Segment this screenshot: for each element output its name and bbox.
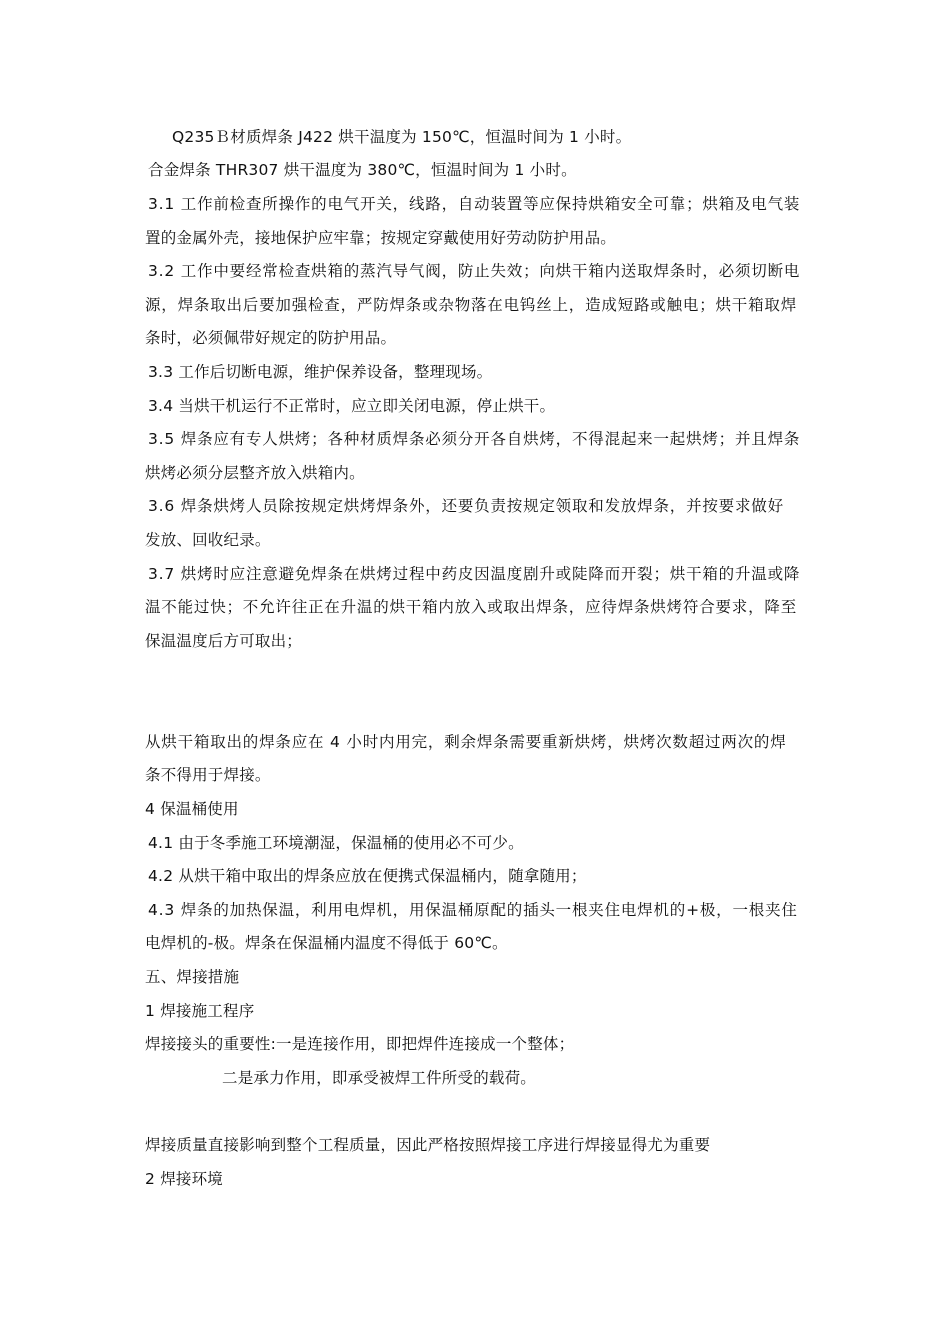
paragraph-line: 3.1 工作前检查所操作的电气开关，线路，自动装置等应保持烘箱安全可靠；烘箱及电气装 [148, 195, 801, 213]
paragraph-line: 3.6 焊条烘烤人员除按规定烘烤焊条外，还要负责按规定领取和发放焊条，并按要求做好 [148, 497, 784, 515]
paragraph-line: 置的金属外壳，接地保护应牢靠；按规定穿戴使用好劳动防护用品。 [145, 229, 617, 247]
paragraph-line: 源，焊条取出后要加强检查，严防焊条或杂物落在电钨丝上，造成短路或触电；烘干箱取焊 [145, 296, 798, 314]
paragraph-line: 3.3 工作后切断电源，维护保养设备，整理现场。 [148, 363, 493, 381]
paragraph-line: 电焊机的-极。焊条在保温桶内温度不得低于 60℃。 [145, 934, 508, 952]
paragraph-line: 4.2 从烘干箱中取出的焊条应放在便携式保温桶内，随拿随用； [148, 867, 587, 885]
section-heading: 4 保温桶使用 [145, 800, 239, 818]
paragraph-line: 从烘干箱取出的焊条应在 4 小时内用完，剩余焊条需要重新烘烤，烘烤次数超过两次的焊 [145, 733, 787, 751]
paragraph-line: 温不能过快；不允许往正在升温的烘干箱内放入或取出焊条，应待焊条烘烤符合要求，降至 [145, 598, 798, 616]
section-heading: 五、焊接措施 [145, 968, 240, 986]
paragraph-line: 4.1 由于冬季施工环境潮湿，保温桶的使用必不可少。 [148, 834, 524, 852]
paragraph-line: 3.4 当烘干机运行不正常时，应立即关闭电源，停止烘干。 [148, 397, 556, 415]
paragraph-line: 4.3 焊条的加热保温，利用电焊机，用保温桶原配的插头一根夹住电焊机的+极，一根夹住 [148, 901, 798, 919]
subsection-heading: 2 焊接环境 [145, 1170, 223, 1188]
paragraph-line: 二是承力作用，即承受被焊工件所受的载荷。 [222, 1069, 537, 1087]
paragraph-line: 发放、回收纪录。 [145, 531, 271, 549]
paragraph-line: 焊接质量直接影响到整个工程质量，因此严格按照焊接工序进行焊接显得尤为重要 [145, 1136, 711, 1154]
paragraph-line: 条时，必须佩带好规定的防护用品。 [145, 329, 397, 347]
paragraph-line: 3.2 工作中要经常检查烘箱的蒸汽导气阀，防止失效；向烘干箱内送取焊条时，必须切断电 [148, 262, 801, 280]
paragraph-line: 条不得用于焊接。 [145, 766, 271, 784]
subsection-heading: 1 焊接施工程序 [145, 1002, 255, 1020]
paragraph-line: 3.5 焊条应有专人烘烤；各种材质焊条必须分开各自烘烤，不得混起来一起烘烤；并且焊条 [148, 430, 801, 448]
paragraph-line: 3.7 烘烤时应注意避免焊条在烘烤过程中药皮因温度剧升或陡降而开裂；烘干箱的升温或降 [148, 565, 801, 583]
paragraph-line: 合金焊条 THR307 烘干温度为 380℃，恒温时间为 1 小时。 [148, 161, 577, 179]
paragraph-line: 保温温度后方可取出； [145, 632, 303, 650]
paragraph-line: 焊接接头的重要性:一是连接作用，即把焊件连接成一个整体； [145, 1035, 575, 1053]
paragraph-line: 烘烤必须分层整齐放入烘箱内。 [145, 464, 365, 482]
paragraph-line: Q235Ｂ材质焊条 J422 烘干温度为 150℃，恒温时间为 1 小时。 [172, 128, 632, 146]
